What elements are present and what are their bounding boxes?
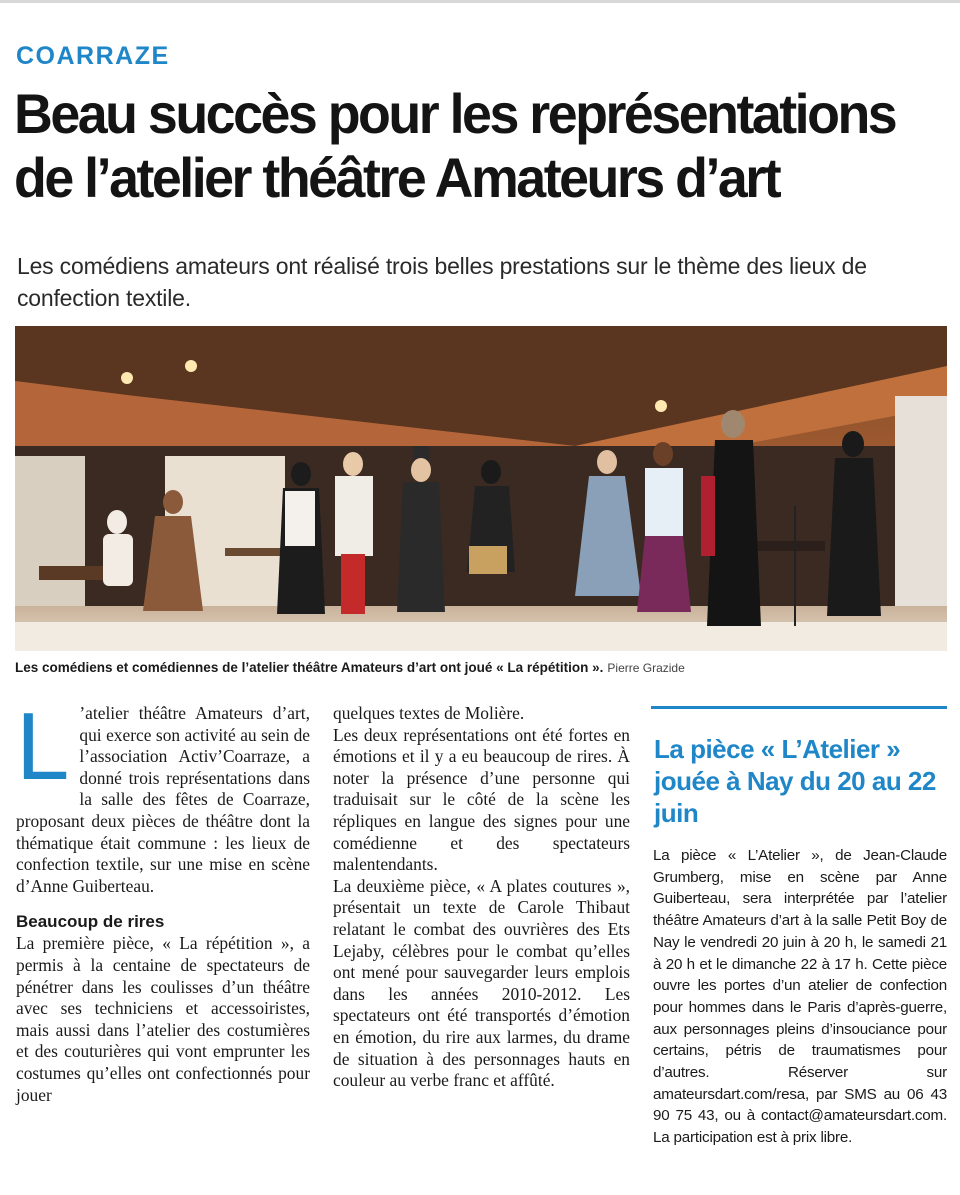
- sidebar-title: La pièce « L’Atelier » jouée à Nay du 20 au 22 juin: [654, 734, 936, 828]
- top-border: [0, 0, 960, 3]
- caption-text: Les comédiens et comédiennes de l’atelier théâtre Amateurs d’art ont joué « La répétition ».: [15, 660, 604, 675]
- body-column-1: [16, 693, 310, 1106]
- photo-caption: [15, 660, 947, 675]
- sidebar-rule: [651, 706, 947, 709]
- body-subhead: Beaucoup de rires: [16, 912, 165, 932]
- photo-credit: Pierre Grazide: [607, 661, 685, 675]
- theatre-stage-photo: [15, 326, 947, 651]
- body-paragraph-3: Les deux représentations ont été fortes en émotions et il y a eu beaucoup de rires. À noter la présence d’une personne qui traduisait sur le côté de la scène les répliques en langue des signes pour une comédienne et des spectateurs malentendants.: [333, 724, 630, 875]
- body-paragraph-1: ’atelier théâtre Amateurs d’art, qui exerce son activité au sein de l’association Activ’Coarraze, a donné trois représentations dans la salle des fêtes de Coarraze, proposant deux pièces de théâtre dont la thématique était commune : les lieux de confection textile, sur une mise en scène d’Anne Guiberteau.: [16, 703, 310, 896]
- body-column-2: [333, 703, 630, 1092]
- sidebar-box: [651, 706, 947, 1149]
- sidebar-body: La pièce « L’Atelier », de Jean-Claude Grumberg, mise en scène par Anne Guiberteau, sera interprétée par l’atelier théâtre Amateurs d’art à la salle Petit Boy de Nay le vendredi 20 juin à 20 h, le samedi 21 à 20 h et le dimanche 22 à 17 h. Cette pièce ouvre les portes d’un atelier de confection pour hommes dans le Paris d’après-guerre, aux personnages pleins d’insouciance pour certains, pétris de traumatismes pour d’autres. Réserver sur amateursdart.com/resa, par SMS au 06 43 90 75 43, ou à contact@amateursdart.com. La participation est à prix libre.: [653, 847, 947, 1147]
- article-lede: Les comédiens amateurs ont réalisé trois belles prestations sur le thème des lieux de confection textile.: [17, 253, 867, 311]
- body-paragraph-2-continued: quelques textes de Molière.: [333, 703, 525, 723]
- section-kicker: COARRAZE: [16, 42, 170, 70]
- article-headline: Beau succès pour les représentations de l’atelier théâtre Amateurs d’art: [14, 82, 896, 209]
- article-photo: [15, 326, 947, 651]
- body-paragraph-2: La première pièce, « La répétition », a permis à la centaine de spectateurs de pénétrer dans les coulisses d’un théâtre avec ses techniciens et accessoiristes, mais aussi dans l’atelier des costumières et des couturières qui vont emprunter les costumes qu’elles ont confectionnés pour jouer: [16, 933, 310, 1105]
- drop-cap: L: [16, 693, 70, 800]
- body-paragraph-4: La deuxième pièce, « A plates coutures », présentait un texte de Carole Thibaut relatant le combat des ouvrières des Ets Lejaby, célèbres pour le combat qu’elles ont mené pour sauvegarder leurs emplois dans les années 2010-2012. Les spectateurs ont été transportés d’émotion en émotion, du rire aux larmes, du drame de situation à des personnages hauts en couleur au verbe franc et affûté.: [333, 875, 630, 1091]
